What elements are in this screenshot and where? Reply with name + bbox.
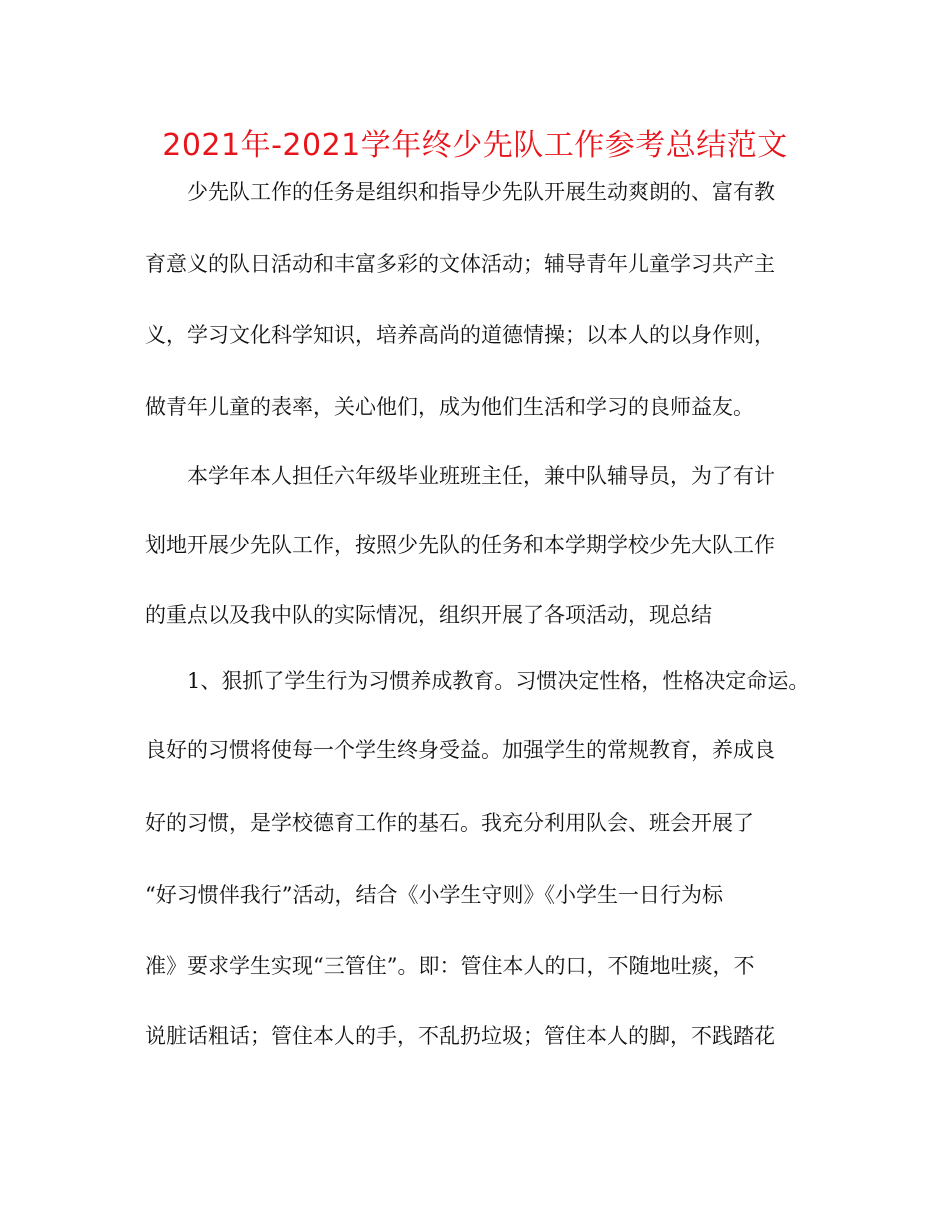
paragraph-line: 的重点以及我中队的实际情况，组织开展了各项活动，现总结 bbox=[145, 603, 712, 627]
paragraph-line: 准》要求学生实现“三管住”。即：管住本人的口，不随地吐痰，不 bbox=[145, 954, 755, 978]
document-title: 2021年-2021学年终少先队工作参考总结范文 bbox=[162, 128, 788, 163]
paragraph-line: 1、狠抓了学生行为习惯养成教育。习惯决定性格，性格决定命运。 bbox=[145, 669, 810, 693]
paragraph-line: 做青年儿童的表率，关心他们，成为他们生活和学习的良师益友。 bbox=[145, 395, 754, 419]
paragraph-line: 良好的习惯将使每一个学生终身受益。加强学生的常规教育，养成良 bbox=[145, 738, 775, 762]
paragraph-line: 说脏话粗话；管住本人的手，不乱扔垃圾；管住本人的脚，不践踏花 bbox=[145, 1024, 775, 1048]
paragraph-line: 好的习惯，是学校德育工作的基石。我充分利用队会、班会开展了 bbox=[145, 811, 754, 835]
paragraph-line: 义，学习文化科学知识，培养高尚的道德情操；以本人的以身作则， bbox=[145, 323, 775, 347]
paragraph-line: 划地开展少先队工作，按照少先队的任务和本学期学校少先大队工作 bbox=[145, 533, 775, 557]
paragraph-line: 本学年本人担任六年级毕业班班主任，兼中队辅导员，为了有计 bbox=[145, 464, 775, 488]
paragraph-line: “好习惯伴我行”活动，结合《小学生守则》《小学生一日行为标 bbox=[145, 883, 723, 907]
paragraph-line: 少先队工作的任务是组织和指导少先队开展生动爽朗的、富有教 bbox=[145, 180, 775, 204]
paragraph-line: 育意义的队日活动和丰富多彩的文体活动；辅导青年儿童学习共产主 bbox=[145, 252, 775, 276]
